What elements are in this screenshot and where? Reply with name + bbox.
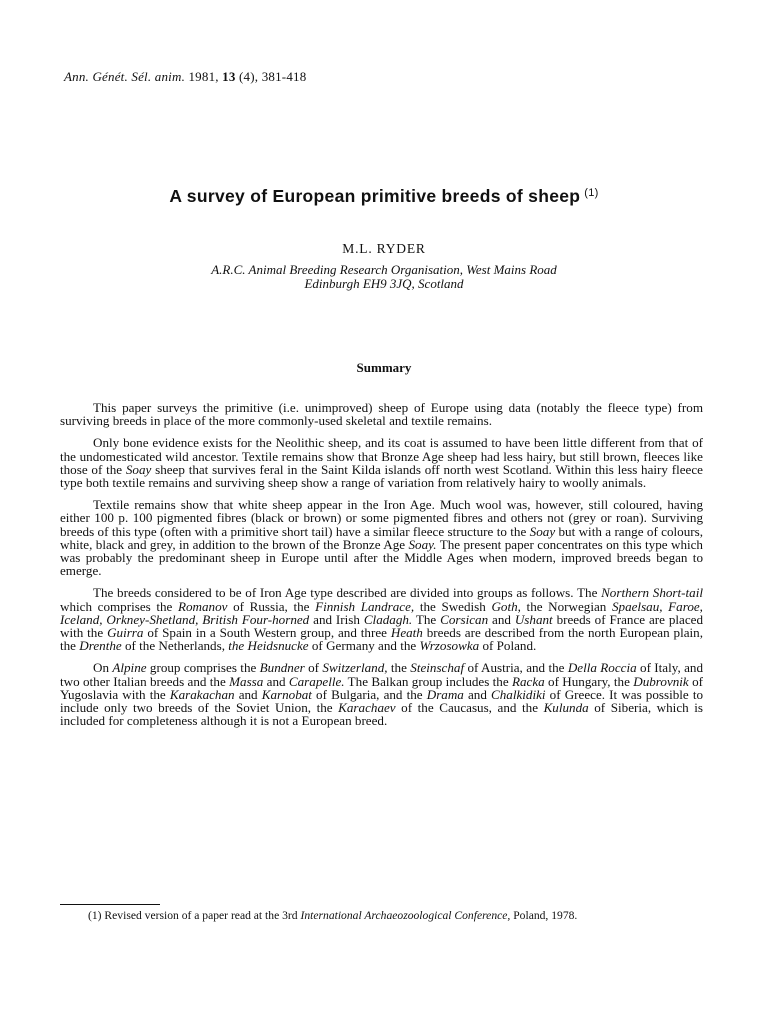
text-run: On: [93, 660, 113, 676]
summary-paragraph: [60, 401, 703, 427]
text-run: of the Netherlands,: [121, 638, 229, 654]
italic-term: Karakachan: [169, 686, 235, 702]
text-run: of Hungary, the: [544, 673, 634, 689]
italic-term: International Archaeozoological Conference,: [300, 909, 511, 922]
journal-name: Ann. Génét. Sél. anim.: [64, 69, 186, 84]
italic-term: Karachaev: [338, 700, 396, 716]
text-run: of Yugoslavia with the: [60, 673, 703, 702]
text-run: the Swedish: [414, 598, 492, 614]
text-run: The Balkan group includes the: [344, 673, 512, 689]
title-footnote-marker: (1): [584, 187, 599, 199]
italic-term: Karnobat: [261, 686, 312, 702]
text-run: Poland, 1978.: [510, 909, 578, 922]
italic-term: Steinschaf: [410, 660, 465, 676]
text-run: of the Caucasus, and the: [395, 700, 544, 716]
author-name: M.L. RYDER: [342, 241, 426, 256]
text-run: of Germany and the: [308, 638, 420, 654]
text-run: of Italy, and two other Italian breeds and the: [60, 660, 703, 689]
text-run: The present paper concentrates on this type which was probably the predominant sheep in Europe until after the Middle Ages when modern, improved breeds began to emerge.: [60, 536, 703, 579]
text-run: The breeds considered to be of Iron Age type described are divided into groups as follows. The: [93, 585, 602, 601]
summary-paragraph: [60, 436, 703, 489]
italic-term: Goth,: [491, 598, 521, 614]
text-run: breeds of France are placed with the: [60, 611, 704, 641]
italic-term: Massa: [229, 673, 264, 689]
italic-term: Soay.: [408, 536, 437, 552]
italic-term: Soay: [529, 523, 556, 539]
text-run: which comprises the: [60, 598, 178, 614]
italic-term: Bundner: [259, 660, 305, 676]
text-run: Only bone evidence exists for the Neolithic sheep, and its coat is assumed to have been little different from that of the undomesticated wild ancestor. Textile remains show that Bronze Age sheep had less hairy, but still brown, fleeces like those of the: [60, 435, 703, 477]
italic-term: Corsican: [440, 611, 489, 627]
text-run: breeds are described from the north European plain, the: [60, 625, 703, 654]
italic-term: Della Roccia: [567, 660, 637, 676]
article-title: [0, 186, 768, 207]
summary-body: [60, 401, 703, 736]
italic-term: Carapelle.: [288, 673, 345, 689]
italic-term: Northern Short-tail: [601, 585, 703, 601]
footnote-divider: [60, 904, 160, 905]
author-affiliation: [0, 263, 768, 291]
text-run: and: [488, 611, 515, 627]
footnote: [60, 910, 703, 923]
text-run: and: [463, 686, 491, 702]
italic-term: Wrzosowka: [419, 638, 480, 654]
text-run: of Siberia, which is included for completeness although it is not a European breed.: [60, 700, 703, 729]
italic-term: Kulunda: [543, 700, 589, 716]
summary-paragraph: [60, 586, 703, 652]
italic-term: Alpine: [112, 660, 147, 676]
italic-term: Soay: [125, 461, 152, 477]
text-run: the: [387, 660, 411, 676]
article-title-text: A survey of European primitive breeds of sheep: [169, 186, 581, 206]
text-run: This paper surveys the primitive (i.e. unimproved) sheep of Europe using data (notably the fleece type) from surviving breeds in place of the more commonly-used skeletal and textile remains.: [60, 400, 703, 429]
text-run: but with a range of colours, white, black and grey, in addition to the brown of the Bronze Age: [60, 523, 703, 552]
summary-heading: Summary: [356, 360, 412, 375]
text-run: Textile remains show that white sheep appear in the Iron Age. Much wool was, however, still coloured, having either 100 p. 100 pigmented fibres (black or brown) or some pigmented fibres and others not (grey or roan). Surviving breeds of this type (often with a primitive short tail) have a similar fleece structure to the: [60, 497, 703, 539]
journal-reference: [64, 69, 306, 85]
journal-issue-pages: (4), 381-418: [239, 69, 307, 84]
italic-term: Ushant: [514, 611, 553, 627]
text-run: of Poland.: [479, 638, 537, 654]
italic-term: Drama: [426, 686, 464, 702]
text-run: of Spain in a South Western group, and three: [143, 625, 391, 641]
text-run: and Irish: [309, 611, 364, 627]
text-run: (1) Revised version of a paper read at the 3rd: [88, 909, 301, 922]
italic-term: Dubrovnik: [633, 673, 689, 689]
journal-year: 1981,: [188, 69, 219, 84]
italic-term: Drenthe: [79, 638, 122, 654]
journal-volume: 13: [222, 69, 236, 84]
text-run: the Norwegian: [520, 598, 612, 614]
italic-term: Finnish Landrace,: [315, 598, 415, 614]
text-run: and: [234, 686, 262, 702]
summary-paragraph: [60, 661, 703, 727]
italic-term: Racka: [512, 673, 545, 689]
italic-term: Chalkidiki: [491, 686, 546, 702]
text-run: of Greece. It was possible to include only two breeds of the Soviet Union, the: [60, 686, 704, 716]
italic-term: Spaelsau, Faroe, Iceland, Orkney-Shetland, British Four-horned: [60, 598, 703, 627]
italic-term: the Heidsnucke: [228, 638, 309, 654]
italic-term: Heath: [390, 625, 423, 641]
text-run: group comprises the: [146, 660, 260, 676]
text-run: of Austria, and the: [464, 660, 568, 676]
text-run: of Bulgaria, and the: [311, 686, 427, 702]
summary-paragraph: [60, 498, 703, 577]
affiliation-line-1: A.R.C. Animal Breeding Research Organisation, West Mains Road: [211, 262, 557, 277]
text-run: of: [304, 660, 323, 676]
italic-term: Romanov: [177, 598, 228, 614]
affiliation-line-2: Edinburgh EH9 3JQ, Scotland: [304, 276, 464, 291]
text-run: and: [263, 673, 289, 689]
italic-term: Switzerland,: [322, 660, 388, 676]
text-run: sheep that survives feral in the Saint Kilda islands off north west Scotland. Within this less hairy fleece type both textile remains and surviving sheep show a range of variation from relatively hairy to woolly animals.: [60, 461, 703, 491]
italic-term: Cladagh.: [363, 611, 413, 627]
text-run: The: [412, 611, 441, 627]
text-run: of Russia, the: [227, 598, 316, 614]
italic-term: Guirra: [107, 625, 144, 641]
